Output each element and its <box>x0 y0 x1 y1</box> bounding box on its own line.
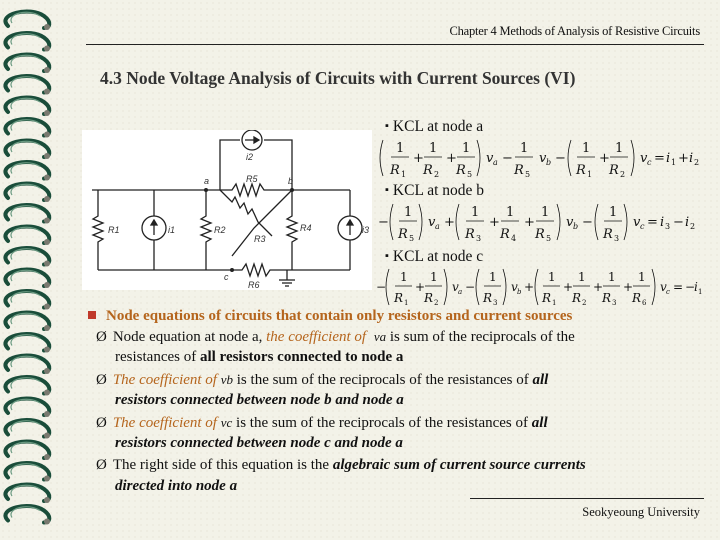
svg-text:v: v <box>640 151 648 166</box>
binding-hole <box>44 433 50 439</box>
point-4-bold: algebraic sum of current source currents <box>332 457 586 473</box>
arrow-bullet-icon: Ø <box>96 372 107 388</box>
svg-text:1: 1 <box>520 141 529 156</box>
svg-text:1: 1 <box>506 205 515 220</box>
svg-text:5: 5 <box>467 170 473 179</box>
binding-hole <box>44 196 50 202</box>
kcl-node-a-text: KCL at node a <box>392 118 484 135</box>
binding-hole <box>44 519 50 525</box>
svg-text:v: v <box>539 151 547 166</box>
svg-text:R: R <box>390 163 400 178</box>
spiral-ring <box>5 248 49 265</box>
point-4-line2: directed into node a <box>115 478 238 494</box>
svg-text:−: − <box>673 215 684 230</box>
svg-text:−: − <box>582 215 593 230</box>
svg-text:−: − <box>378 215 389 230</box>
binding-hole <box>44 218 50 224</box>
svg-text:R: R <box>609 163 619 178</box>
svg-text:1: 1 <box>462 141 471 156</box>
point-3-line-2 <box>115 433 403 455</box>
label-r2: R2 <box>214 225 226 235</box>
binding-hole <box>44 347 50 353</box>
binding-hole <box>44 89 50 95</box>
svg-text:3: 3 <box>476 234 482 243</box>
spiral-ring <box>5 463 49 480</box>
svg-text:1: 1 <box>400 270 408 284</box>
binding-hole <box>44 110 50 116</box>
spiral-ring <box>5 119 49 136</box>
svg-text:R: R <box>456 163 466 178</box>
svg-text:R: R <box>483 291 493 305</box>
svg-text:1: 1 <box>489 270 497 284</box>
svg-text:5: 5 <box>525 170 531 179</box>
spiral-ring <box>5 162 49 179</box>
svg-text:1: 1 <box>615 141 624 156</box>
svg-text:+: + <box>563 280 574 294</box>
label-node-c: c <box>224 272 229 282</box>
svg-text:−: − <box>502 151 513 166</box>
label-r3: R3 <box>254 234 266 244</box>
arrow-bullet-icon: Ø <box>96 415 107 431</box>
spiral-ring <box>5 398 49 415</box>
arrow-bullet-icon: Ø <box>96 457 107 473</box>
svg-text:c: c <box>647 158 652 167</box>
svg-text:1: 1 <box>698 288 703 296</box>
svg-text:1: 1 <box>578 270 586 284</box>
svg-text:v: v <box>511 280 518 294</box>
svg-text:3: 3 <box>614 234 620 243</box>
svg-text:5: 5 <box>546 234 552 243</box>
svg-text:+: + <box>446 151 457 166</box>
header-divider <box>86 44 704 45</box>
point-3-rest: is the sum of the reciprocals of the resistances of <box>232 415 532 431</box>
point-2-rest: is the sum of the reciprocals of the resistances of <box>233 372 533 388</box>
kcl-bullet-icon: ▪ <box>385 120 389 132</box>
svg-text:v: v <box>633 215 641 230</box>
point-4-line-2 <box>115 476 237 498</box>
spiral-ring <box>5 205 49 222</box>
kcl-node-b-text: KCL at node b <box>392 182 485 199</box>
svg-text:=: = <box>654 151 665 166</box>
square-bullet-icon <box>88 311 96 319</box>
binding-hole <box>44 46 50 52</box>
svg-text:−: − <box>555 151 566 166</box>
svg-text:1: 1 <box>401 170 407 179</box>
slide-title: 4.3 Node Voltage Analysis of Circuits with Current Sources (VI) <box>100 68 576 88</box>
svg-text:1: 1 <box>582 141 591 156</box>
point-1-line2-bold: all resistors connected to node a <box>199 349 404 365</box>
svg-text:1: 1 <box>404 299 409 307</box>
kcl-bullet-icon: ▪ <box>385 184 389 196</box>
svg-text:b: b <box>546 158 552 167</box>
binding-hole <box>44 239 50 245</box>
svg-text:1: 1 <box>471 205 480 220</box>
svg-text:R: R <box>602 291 612 305</box>
label-i1: i1 <box>168 225 176 235</box>
bullet-heading-text: Node equations of circuits that contain only resistors and current sources <box>106 308 573 324</box>
svg-text:R: R <box>572 291 582 305</box>
svg-text:v: v <box>566 215 574 230</box>
chapter-header: Chapter 4 Methods of Analysis of Resistive Circuits <box>449 24 700 38</box>
svg-text:a: a <box>435 222 440 231</box>
svg-text:−: − <box>465 280 476 294</box>
point-3-line-1 <box>96 412 548 435</box>
svg-text:R: R <box>398 227 408 242</box>
bullet-heading <box>88 306 572 328</box>
point-3-line2: resistors connected between node c and node a <box>115 435 403 451</box>
svg-text:R: R <box>500 227 510 242</box>
spiral-ring <box>5 441 49 458</box>
point-1-prefix: Node equation at node a, <box>112 329 267 345</box>
svg-text:R: R <box>603 227 613 242</box>
svg-text:1: 1 <box>638 270 646 284</box>
spiral-ring <box>5 226 49 243</box>
spiral-ring <box>5 11 49 28</box>
label-r4: R4 <box>300 223 312 233</box>
spiral-ring <box>5 140 49 157</box>
svg-text:+: + <box>413 151 424 166</box>
svg-text:i: i <box>660 215 665 230</box>
binding-hole <box>44 411 50 417</box>
svg-text:v: v <box>486 151 494 166</box>
spiral-binding <box>0 0 80 540</box>
svg-text:v: v <box>660 280 667 294</box>
svg-text:−: − <box>376 280 387 294</box>
binding-hole <box>44 454 50 460</box>
point-1-line2-prefix: resistances of <box>115 349 200 365</box>
binding-hole <box>44 476 50 482</box>
label-r1: R1 <box>108 225 120 235</box>
equation-node-c <box>376 264 706 310</box>
svg-text:R: R <box>576 163 586 178</box>
svg-text:+: + <box>599 151 610 166</box>
point-2-line-2 <box>115 390 404 412</box>
binding-hole <box>44 497 50 503</box>
svg-text:a: a <box>458 288 463 296</box>
svg-text:1: 1 <box>396 141 405 156</box>
binding-hole <box>44 261 50 267</box>
svg-text:+: + <box>444 215 455 230</box>
label-r5: R5 <box>246 174 258 184</box>
svg-text:+: + <box>524 215 535 230</box>
binding-hole <box>44 67 50 73</box>
svg-text:2: 2 <box>690 222 696 231</box>
point-1-var: va <box>373 329 387 344</box>
binding-hole <box>44 153 50 159</box>
circuit-diagram <box>82 130 372 290</box>
spiral-ring <box>5 420 49 437</box>
svg-text:5: 5 <box>409 234 415 243</box>
svg-text:1: 1 <box>430 270 438 284</box>
svg-text:=: = <box>673 280 684 294</box>
svg-text:1: 1 <box>609 205 618 220</box>
svg-text:R: R <box>535 227 545 242</box>
spiral-ring <box>5 355 49 372</box>
equation-node-b <box>376 198 706 246</box>
svg-text:R: R <box>542 291 552 305</box>
svg-text:2: 2 <box>694 158 700 167</box>
svg-text:1: 1 <box>429 141 438 156</box>
svg-text:6: 6 <box>642 299 647 307</box>
point-2-line-1 <box>96 369 548 392</box>
svg-text:3: 3 <box>612 299 617 307</box>
point-1-line-2 <box>115 347 403 369</box>
svg-text:i: i <box>689 151 694 166</box>
point-1-line-1 <box>96 326 575 349</box>
spiral-ring <box>5 33 49 50</box>
binding-hole <box>44 282 50 288</box>
spiral-ring <box>5 484 49 501</box>
svg-text:+: + <box>524 280 535 294</box>
svg-text:1: 1 <box>587 170 593 179</box>
svg-text:1: 1 <box>548 270 556 284</box>
label-node-a: a <box>204 176 210 186</box>
point-1-orange: the coefficient of <box>266 329 367 345</box>
label-node-b: b <box>288 176 294 186</box>
svg-text:3: 3 <box>493 299 498 307</box>
arrow-bullet-icon: Ø <box>96 329 107 345</box>
binding-hole <box>44 132 50 138</box>
spiral-ring <box>5 291 49 308</box>
svg-text:1: 1 <box>552 299 557 307</box>
point-4-prefix: The right side of this equation is the <box>112 457 333 473</box>
svg-text:2: 2 <box>582 299 587 307</box>
point-2-line2: resistors connected between node b and node a <box>115 392 404 408</box>
spiral-ring <box>5 76 49 93</box>
svg-text:+: + <box>623 280 634 294</box>
svg-text:+: + <box>415 280 426 294</box>
svg-text:c: c <box>640 222 645 231</box>
binding-hole <box>44 368 50 374</box>
svg-text:1: 1 <box>404 205 413 220</box>
svg-text:R: R <box>423 163 433 178</box>
point-3-orange: The coefficient of <box>112 415 217 431</box>
svg-text:R: R <box>394 291 404 305</box>
svg-text:R: R <box>424 291 434 305</box>
svg-text:v: v <box>428 215 436 230</box>
svg-text:R: R <box>465 227 475 242</box>
svg-text:4: 4 <box>511 234 517 243</box>
svg-text:1: 1 <box>541 205 550 220</box>
kcl-node-c-text: KCL at node c <box>392 248 484 265</box>
footer-university: Seokyeoung University <box>582 505 700 519</box>
binding-hole <box>44 390 50 396</box>
spiral-ring <box>5 506 49 523</box>
point-4-line-1 <box>96 455 586 477</box>
svg-text:1: 1 <box>671 158 677 167</box>
svg-text:2: 2 <box>434 299 439 307</box>
binding-hole <box>44 304 50 310</box>
svg-text:+: + <box>593 280 604 294</box>
svg-text:3: 3 <box>665 222 671 231</box>
svg-text:+: + <box>678 151 689 166</box>
spiral-ring <box>5 334 49 351</box>
footer-divider <box>470 498 704 499</box>
label-i2: i2 <box>246 152 254 162</box>
svg-text:−: − <box>685 280 696 294</box>
svg-text:R: R <box>514 163 524 178</box>
label-r6: R6 <box>248 280 260 290</box>
spiral-ring <box>5 183 49 200</box>
equation-node-a <box>376 134 706 182</box>
point-3-all: all <box>531 415 548 431</box>
kcl-bullet-icon: ▪ <box>385 250 389 262</box>
spiral-ring <box>5 312 49 329</box>
label-i3: i3 <box>362 225 370 235</box>
spiral-ring <box>5 97 49 114</box>
binding-hole <box>44 24 50 30</box>
svg-text:i: i <box>694 280 698 294</box>
svg-text:c: c <box>666 288 670 296</box>
svg-text:v: v <box>452 280 459 294</box>
svg-text:b: b <box>573 222 579 231</box>
svg-text:a: a <box>493 158 498 167</box>
svg-text:i: i <box>666 151 671 166</box>
spiral-ring <box>5 269 49 286</box>
point-1-rest: is sum of the reciprocals of the <box>389 329 575 345</box>
point-2-all: all <box>532 372 549 388</box>
point-2-var: vb <box>220 372 234 387</box>
spiral-ring <box>5 377 49 394</box>
svg-text:b: b <box>517 288 522 296</box>
svg-text:i: i <box>685 215 690 230</box>
svg-text:1: 1 <box>608 270 616 284</box>
svg-text:2: 2 <box>620 170 626 179</box>
svg-text:+: + <box>489 215 500 230</box>
point-3-var: vc <box>220 415 233 430</box>
binding-hole <box>44 175 50 181</box>
svg-text:=: = <box>647 215 658 230</box>
svg-text:2: 2 <box>434 170 440 179</box>
svg-text:R: R <box>632 291 642 305</box>
binding-hole <box>44 325 50 331</box>
point-2-orange: The coefficient of <box>112 372 217 388</box>
spiral-ring <box>5 54 49 71</box>
